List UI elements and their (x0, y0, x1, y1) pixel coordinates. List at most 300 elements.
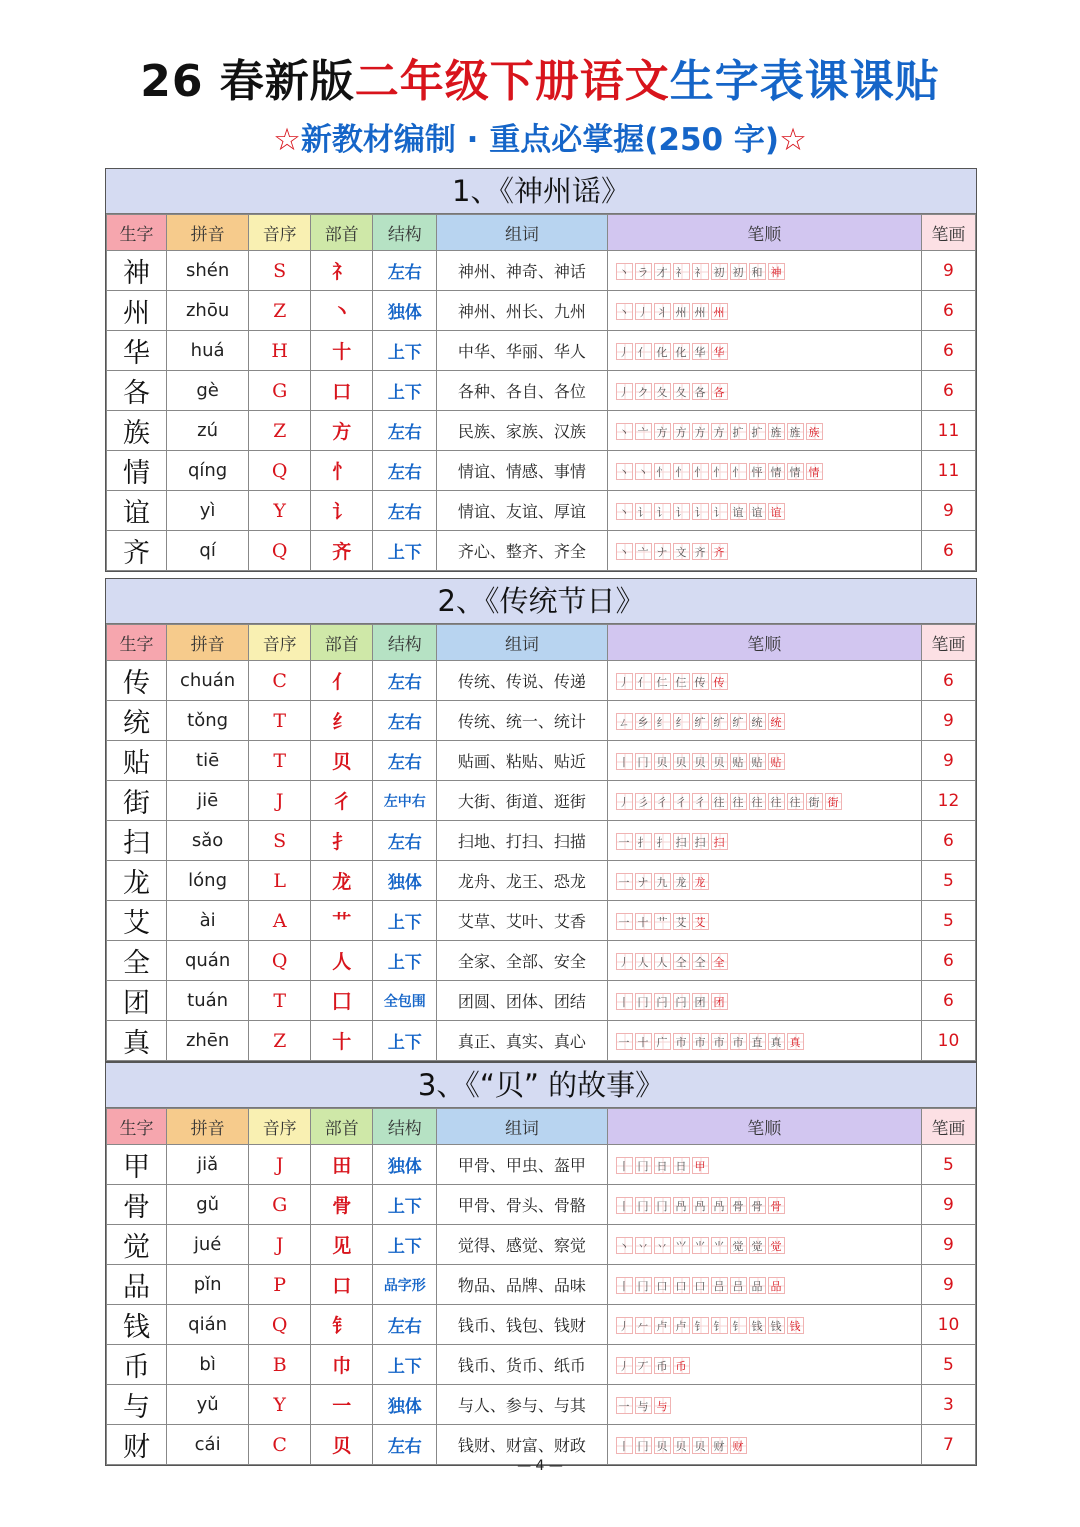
title-part-2: 二年级下册语文 (354, 56, 670, 107)
cell-zuci: 大街、街道、逛街 (437, 781, 607, 821)
stroke-step: 币 (654, 1357, 671, 1374)
cell-stroke-count: 5 (921, 1345, 975, 1385)
table-row (107, 1305, 976, 1345)
cell-zuci: 甲骨、骨头、骨骼 (437, 1185, 607, 1225)
cell-stroke-count: 9 (921, 1185, 975, 1225)
stroke-step: 口 (673, 1277, 690, 1294)
stroke-step: 纟 (654, 713, 671, 730)
stroke-step: 人 (635, 953, 652, 970)
cell-char: 全 (107, 941, 167, 981)
stroke-step: 吕 (730, 1277, 747, 1294)
cell-zuci: 扫地、打扫、扫描 (437, 821, 607, 861)
cell-jiegou: 左右 (373, 451, 437, 491)
stroke-step: 忄 (654, 463, 671, 480)
stroke-step: 钅 (692, 1317, 709, 1334)
table-row (107, 531, 976, 571)
stroke-step: 纩 (730, 713, 747, 730)
stroke-step: 丶 (616, 463, 633, 480)
stroke-step: 族 (806, 423, 823, 440)
cell-yinxu: S (249, 821, 311, 861)
stroke-step: 彳 (654, 793, 671, 810)
stroke-step: 扫 (711, 833, 728, 850)
stroke-step: 贴 (768, 753, 785, 770)
cell-char: 钱 (107, 1305, 167, 1345)
stroke-step: 𠂉 (635, 1317, 652, 1334)
stroke-step: 情 (768, 463, 785, 480)
stroke-step: 财 (711, 1437, 728, 1454)
table-row (107, 491, 976, 531)
cell-jiegou: 上下 (373, 1345, 437, 1385)
cell-zuci: 中华、华丽、华人 (437, 331, 607, 371)
stroke-step: 扩 (749, 423, 766, 440)
cell-yinxu: G (249, 1185, 311, 1225)
stroke-step: 贝 (673, 1437, 690, 1454)
stroke-step: 仨 (673, 673, 690, 690)
cell-char: 艾 (107, 901, 167, 941)
cell-jiegou: 左右 (373, 491, 437, 531)
stroke-step: 情 (806, 463, 823, 480)
stroke-step: 纟 (673, 713, 690, 730)
table-row (107, 331, 976, 371)
stroke-step: 丨 (616, 1157, 633, 1174)
cell-zuci: 传统、传说、传递 (437, 661, 607, 701)
cell-pinyin: zú (167, 411, 249, 451)
cell-yinxu: Q (249, 451, 311, 491)
table-row (107, 371, 976, 411)
stroke-step: 冂 (635, 1277, 652, 1294)
cell-stroke-count: 9 (921, 701, 975, 741)
stroke-step: 乡 (635, 713, 652, 730)
stroke-step: 亠 (635, 543, 652, 560)
stroke-step: 卢 (654, 1317, 671, 1334)
stroke-step: 丿 (635, 303, 652, 320)
cell-pinyin: lóng (167, 861, 249, 901)
stroke-step: 冎 (711, 1197, 728, 1214)
stroke-step: 十 (635, 913, 652, 930)
subtitle-text: 新教材编制 · 重点必掌握(250 字) (300, 122, 780, 158)
stroke-step: 真 (768, 1033, 785, 1050)
cell-jiegou: 左右 (373, 411, 437, 451)
cell-char: 华 (107, 331, 167, 371)
table-header-row (107, 1109, 976, 1145)
cell-zuci: 情谊、情感、事情 (437, 451, 607, 491)
table-row (107, 981, 976, 1021)
cell-stroke-order (607, 781, 921, 821)
cell-char: 甲 (107, 1145, 167, 1185)
cell-jiegou: 上下 (373, 1185, 437, 1225)
stroke-step: 贴 (730, 753, 747, 770)
stroke-step: 钅 (711, 1317, 728, 1334)
cell-zuci: 传统、统一、统计 (437, 701, 607, 741)
stroke-step: 冂 (635, 1437, 652, 1454)
stroke-step: 丿 (616, 1317, 633, 1334)
cell-char: 真 (107, 1021, 167, 1061)
cell-char: 统 (107, 701, 167, 741)
cell-jiegou: 左右 (373, 821, 437, 861)
cell-stroke-count: 9 (921, 741, 975, 781)
cell-stroke-count: 6 (921, 981, 975, 1021)
cell-char: 谊 (107, 491, 167, 531)
stroke-step: 丨 (616, 1277, 633, 1294)
stroke-step: 十 (635, 1033, 652, 1050)
stroke-step: 卢 (673, 1317, 690, 1334)
cell-bushou: 方 (311, 411, 373, 451)
table-header-row (107, 215, 976, 251)
section-table (105, 168, 977, 572)
col-bihua-header: 笔画 (921, 1109, 975, 1145)
stroke-step: 冂 (635, 1157, 652, 1174)
cell-yinxu: Y (249, 1385, 311, 1425)
table-row (107, 781, 976, 821)
cell-bushou: 龙 (311, 861, 373, 901)
stroke-step: 礻 (673, 263, 690, 280)
cell-yinxu: J (249, 1145, 311, 1185)
cell-char: 情 (107, 451, 167, 491)
cell-bushou: 彳 (311, 781, 373, 821)
stroke-step: 冂 (654, 1197, 671, 1214)
stroke-step: 艾 (692, 913, 709, 930)
cell-zuci: 贴画、粘贴、贴近 (437, 741, 607, 781)
cell-zuci: 与人、参与、与其 (437, 1385, 607, 1425)
cell-stroke-order (607, 861, 921, 901)
stroke-step: 丿 (616, 343, 633, 360)
stroke-step: 亻 (635, 673, 652, 690)
cell-pinyin: bì (167, 1345, 249, 1385)
table-row (107, 411, 976, 451)
cell-pinyin: quán (167, 941, 249, 981)
cell-jiegou: 上下 (373, 1225, 437, 1265)
stroke-step: 仁 (654, 673, 671, 690)
cell-zuci: 觉得、感觉、察觉 (437, 1225, 607, 1265)
cell-pinyin: shén (167, 251, 249, 291)
cell-bushou: 贝 (311, 741, 373, 781)
title-part-3: 生字表课课贴 (669, 56, 940, 107)
cell-zuci: 物品、品牌、品味 (437, 1265, 607, 1305)
stroke-step: 州 (711, 303, 728, 320)
cell-pinyin: jué (167, 1225, 249, 1265)
cell-stroke-count: 11 (921, 451, 975, 491)
stroke-step: 往 (711, 793, 728, 810)
col-bishun-header: 笔顺 (607, 1109, 921, 1145)
cell-yinxu: B (249, 1345, 311, 1385)
col-bishun-header: 笔顺 (607, 625, 921, 661)
cell-stroke-order (607, 371, 921, 411)
stroke-step: 钱 (787, 1317, 804, 1334)
cell-stroke-count: 9 (921, 1265, 975, 1305)
stroke-step: ナ (654, 543, 671, 560)
stroke-step: 往 (749, 793, 766, 810)
cell-stroke-count: 6 (921, 291, 975, 331)
cell-char: 团 (107, 981, 167, 1021)
stroke-step: 统 (749, 713, 766, 730)
table-row (107, 1265, 976, 1305)
cell-stroke-count: 10 (921, 1305, 975, 1345)
col-bihua-header: 笔画 (921, 215, 975, 251)
stroke-step: 夂 (654, 383, 671, 400)
cell-zuci: 齐心、整齐、齐全 (437, 531, 607, 571)
col-jiegou-header: 结构 (373, 1109, 437, 1145)
stroke-step: 闩 (673, 993, 690, 1010)
cell-jiegou: 独体 (373, 291, 437, 331)
stroke-step: 吕 (711, 1277, 728, 1294)
section-table (105, 578, 977, 1062)
stroke-step: 闩 (654, 993, 671, 1010)
cell-stroke-order (607, 1185, 921, 1225)
stroke-step: 龙 (673, 873, 690, 890)
stroke-step: 一 (616, 1033, 633, 1050)
character-table (106, 214, 976, 571)
stroke-step: 觉 (749, 1237, 766, 1254)
stroke-step: 扫 (692, 833, 709, 850)
cell-jiegou: 左右 (373, 1305, 437, 1345)
stroke-step: 口 (654, 1277, 671, 1294)
stroke-step: 真 (787, 1033, 804, 1050)
cell-char: 传 (107, 661, 167, 701)
star-icon: ☆ (779, 122, 807, 158)
stroke-step: 冎 (673, 1197, 690, 1214)
stroke-step: 丿 (616, 953, 633, 970)
stroke-step: 丨 (616, 1197, 633, 1214)
table-row (107, 821, 976, 861)
stroke-step: 艹 (654, 913, 671, 930)
stroke-step: 文 (673, 543, 690, 560)
stroke-step: 讠 (654, 503, 671, 520)
cell-stroke-order (607, 1265, 921, 1305)
stroke-step: 丨 (616, 993, 633, 1010)
cell-stroke-count: 11 (921, 411, 975, 451)
table-header-row (107, 625, 976, 661)
cell-bushou: 囗 (311, 981, 373, 1021)
cell-stroke-order (607, 981, 921, 1021)
stroke-step: 往 (730, 793, 747, 810)
cell-yinxu: P (249, 1265, 311, 1305)
cell-yinxu: Q (249, 1305, 311, 1345)
stroke-step: 丿 (616, 1357, 633, 1374)
cell-jiegou: 上下 (373, 1021, 437, 1061)
cell-char: 贴 (107, 741, 167, 781)
stroke-step: 冎 (692, 1197, 709, 1214)
cell-bushou: 十 (311, 331, 373, 371)
col-pinyin-header: 拼音 (167, 1109, 249, 1145)
stroke-step: 日 (673, 1157, 690, 1174)
stroke-step: 冂 (635, 1197, 652, 1214)
cell-stroke-count: 7 (921, 1425, 975, 1465)
stroke-step: 扌 (654, 833, 671, 850)
stroke-step: 各 (711, 383, 728, 400)
stroke-step: 觉 (730, 1237, 747, 1254)
cell-pinyin: zhōu (167, 291, 249, 331)
cell-pinyin: cái (167, 1425, 249, 1465)
stroke-step: 讠 (692, 503, 709, 520)
cell-bushou: 口 (311, 1265, 373, 1305)
stroke-step: 丨 (616, 753, 633, 770)
cell-pinyin: qíng (167, 451, 249, 491)
stroke-step: 彳 (673, 793, 690, 810)
stroke-step: 神 (768, 263, 785, 280)
cell-zuci: 情谊、友谊、厚谊 (437, 491, 607, 531)
cell-pinyin: qí (167, 531, 249, 571)
cell-bushou: 讠 (311, 491, 373, 531)
stroke-step: 谊 (768, 503, 785, 520)
stroke-step: 各 (692, 383, 709, 400)
cell-zuci: 钱财、财富、财政 (437, 1425, 607, 1465)
col-bushou-header: 部首 (311, 1109, 373, 1145)
cell-jiegou: 左右 (373, 701, 437, 741)
stroke-step: 一 (616, 873, 633, 890)
stroke-step: 丶 (616, 503, 633, 520)
stroke-step: 丶 (616, 543, 633, 560)
stroke-step: 方 (711, 423, 728, 440)
cell-stroke-count: 6 (921, 941, 975, 981)
cell-char: 财 (107, 1425, 167, 1465)
cell-pinyin: tǒng (167, 701, 249, 741)
cell-zuci: 钱币、钱包、钱财 (437, 1305, 607, 1345)
cell-stroke-order (607, 251, 921, 291)
stroke-step: 市 (692, 1033, 709, 1050)
stroke-step: 扫 (673, 833, 690, 850)
cell-stroke-order (607, 291, 921, 331)
stroke-step: 和 (749, 263, 766, 280)
table-row (107, 1145, 976, 1185)
cell-pinyin: gǔ (167, 1185, 249, 1225)
cell-stroke-count: 6 (921, 821, 975, 861)
cell-stroke-count: 6 (921, 531, 975, 571)
col-yinxu-header: 音序 (249, 1109, 311, 1145)
stroke-step: 直 (749, 1033, 766, 1050)
col-jiegou-header: 结构 (373, 215, 437, 251)
table-row (107, 291, 976, 331)
cell-stroke-count: 3 (921, 1385, 975, 1425)
stroke-step: ラ (635, 263, 652, 280)
stroke-step: 仝 (692, 953, 709, 970)
cell-yinxu: A (249, 901, 311, 941)
cell-stroke-order (607, 741, 921, 781)
stroke-step: 谊 (730, 503, 747, 520)
stroke-step: 纩 (692, 713, 709, 730)
cell-jiegou: 上下 (373, 941, 437, 981)
cell-bushou: 纟 (311, 701, 373, 741)
stroke-step: 礻 (692, 263, 709, 280)
stroke-step: ク (635, 383, 652, 400)
stroke-step: 一 (616, 913, 633, 930)
col-zuci-header: 组词 (437, 1109, 607, 1145)
stroke-step: 旌 (787, 423, 804, 440)
cell-jiegou: 左右 (373, 251, 437, 291)
cell-stroke-count: 9 (921, 1225, 975, 1265)
cell-char: 骨 (107, 1185, 167, 1225)
col-yinxu-header: 音序 (249, 625, 311, 661)
stroke-step: 纩 (711, 713, 728, 730)
col-yinxu-header: 音序 (249, 215, 311, 251)
cell-stroke-order (607, 661, 921, 701)
stroke-step: 市 (730, 1033, 747, 1050)
cell-bushou: 齐 (311, 531, 373, 571)
stroke-step: 九 (654, 873, 671, 890)
cell-yinxu: Z (249, 411, 311, 451)
cell-zuci: 龙舟、龙王、恐龙 (437, 861, 607, 901)
stroke-step: 贝 (654, 753, 671, 770)
stroke-step: 艾 (673, 913, 690, 930)
stroke-step: 丿 (616, 673, 633, 690)
cell-yinxu: G (249, 371, 311, 411)
cell-jiegou: 上下 (373, 901, 437, 941)
cell-stroke-order (607, 1145, 921, 1185)
cell-yinxu: T (249, 981, 311, 1021)
cell-bushou: 亻 (311, 661, 373, 701)
stroke-step: 全 (711, 953, 728, 970)
cell-stroke-order (607, 331, 921, 371)
cell-stroke-order (607, 1225, 921, 1265)
stroke-step: 扩 (730, 423, 747, 440)
stroke-step: 冂 (635, 993, 652, 1010)
stroke-step: 丨 (616, 1437, 633, 1454)
section-title: 2、《传统节日》 (106, 579, 976, 624)
stroke-step: 化 (673, 343, 690, 360)
stroke-step: 丶 (616, 263, 633, 280)
cell-jiegou: 品字形 (373, 1265, 437, 1305)
cell-char: 龙 (107, 861, 167, 901)
stroke-step: 龙 (692, 873, 709, 890)
cell-stroke-order (607, 1345, 921, 1385)
cell-stroke-count: 6 (921, 331, 975, 371)
cell-yinxu: C (249, 1425, 311, 1465)
table-row (107, 1345, 976, 1385)
cell-stroke-count: 9 (921, 491, 975, 531)
stroke-step: 往 (768, 793, 785, 810)
cell-char: 与 (107, 1385, 167, 1425)
cell-stroke-order (607, 531, 921, 571)
cell-stroke-order (607, 821, 921, 861)
stroke-step: 市 (711, 1033, 728, 1050)
cell-char: 各 (107, 371, 167, 411)
stroke-step: 仝 (673, 953, 690, 970)
cell-pinyin: qián (167, 1305, 249, 1345)
stroke-step: 丶 (616, 1237, 633, 1254)
stroke-step: 钱 (768, 1317, 785, 1334)
cell-pinyin: zhēn (167, 1021, 249, 1061)
stroke-step: 丶 (616, 303, 633, 320)
cell-char: 族 (107, 411, 167, 451)
page-subtitle (0, 118, 1080, 162)
stroke-step: 州 (673, 303, 690, 320)
stroke-step: 甲 (692, 1157, 709, 1174)
cell-jiegou: 左右 (373, 1425, 437, 1465)
cell-zuci: 甲骨、甲虫、盔甲 (437, 1145, 607, 1185)
cell-pinyin: jiē (167, 781, 249, 821)
cell-stroke-order (607, 701, 921, 741)
section-table (105, 1062, 977, 1466)
col-char-header: 生字 (107, 1109, 167, 1145)
stroke-step: 骨 (730, 1197, 747, 1214)
cell-char: 州 (107, 291, 167, 331)
cell-pinyin: yǔ (167, 1385, 249, 1425)
stroke-step: 扌 (635, 833, 652, 850)
cell-jiegou: 独体 (373, 1145, 437, 1185)
col-bushou-header: 部首 (311, 215, 373, 251)
stroke-step: 传 (711, 673, 728, 690)
stroke-step: 忄 (673, 463, 690, 480)
stroke-step: 贴 (749, 753, 766, 770)
stroke-step: 丿 (616, 383, 633, 400)
stroke-step: 丿 (616, 793, 633, 810)
star-icon: ☆ (273, 122, 301, 158)
cell-stroke-count: 9 (921, 251, 975, 291)
cell-bushou: 田 (311, 1145, 373, 1185)
cell-bushou: 钅 (311, 1305, 373, 1345)
table-row (107, 1185, 976, 1225)
cell-zuci: 团圆、团体、团结 (437, 981, 607, 1021)
stroke-step: 方 (654, 423, 671, 440)
